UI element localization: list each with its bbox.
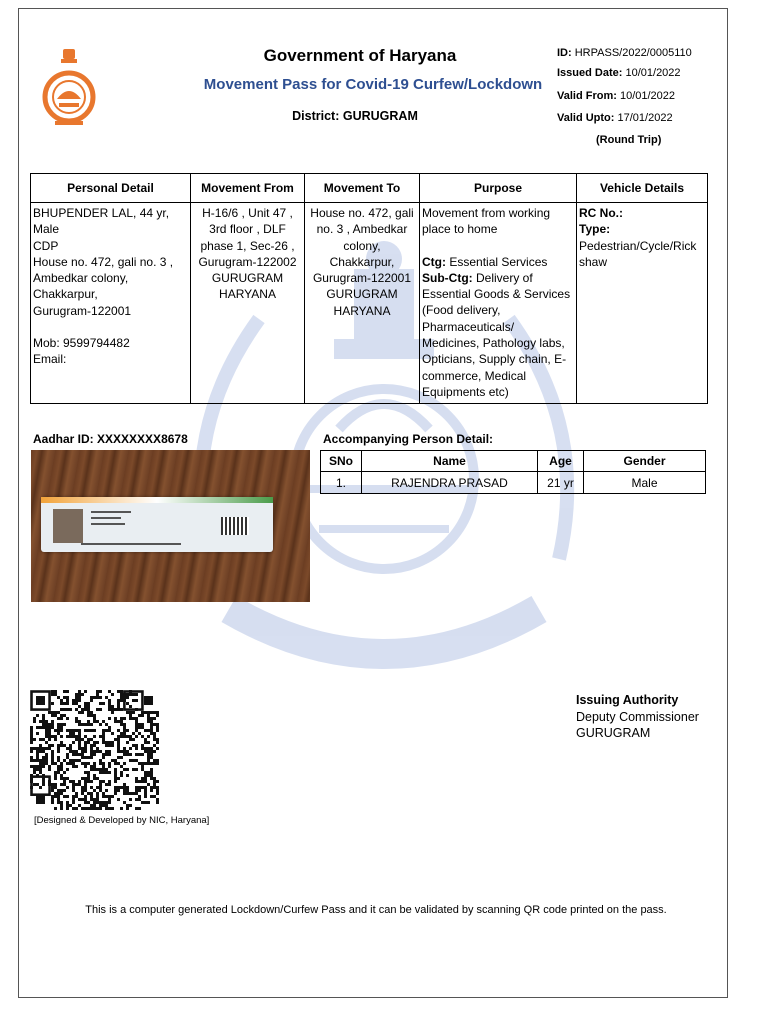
page-title: Government of Haryana [263, 46, 457, 65]
table-row [321, 472, 706, 494]
aadhar-card-photo [31, 450, 310, 602]
subcategory-line: Equipments etc) [422, 384, 509, 399]
issued-date-label: Issued Date: [557, 67, 623, 79]
header-sno: SNo [321, 451, 362, 472]
subcategory-value: Delivery of [476, 270, 533, 285]
district-value: GURUGRAM [342, 109, 418, 123]
aadhar-id-value: XXXXXXXX8678 [97, 432, 188, 446]
designed-by-note: [Designed & Developed by NIC, Haryana] [34, 815, 210, 826]
personal-line: Ambedkar colony, [33, 271, 129, 286]
header-movement-from: Movement From [191, 174, 305, 203]
accompanying-header-row [321, 451, 706, 472]
issued-date [557, 67, 681, 79]
personal-line: BHUPENDER LAL, 44 yr, [33, 206, 170, 220]
valid-upto-label: Valid Upto: [557, 112, 615, 124]
valid-upto-value: 17/01/2022 [617, 112, 673, 124]
purpose-line: Movement from working [422, 206, 551, 220]
vehicle-type-value: Pedestrian/Cycle/Rick [579, 238, 697, 253]
trip-type: (Round Trip) [596, 134, 662, 146]
to-line: House no. 472, gali [310, 206, 414, 220]
valid-from-value: 10/01/2022 [619, 90, 676, 102]
from-line: Gurugram-122002 [198, 254, 297, 269]
qr-code [30, 690, 160, 810]
header-personal-detail: Personal Detail [31, 174, 191, 203]
subcategory-line: Pharmaceuticals/ [422, 319, 515, 334]
category-value: Essential Services [449, 254, 548, 269]
to-line: Chakkarpur, [329, 254, 395, 269]
from-line: 3rd floor , DLF [209, 222, 286, 237]
pass-id [557, 47, 692, 59]
pass-id-label: ID: [557, 47, 572, 59]
to-line: GURUGRAM [326, 287, 398, 302]
pass-details-table [30, 173, 708, 404]
cell-age: 21 yr [538, 472, 584, 494]
header-movement-to: Movement To [305, 174, 420, 203]
mobile-number: Mob: 9599794482 [33, 336, 130, 351]
personal-line: Chakkarpur, [33, 287, 98, 302]
cell-gender: Male [584, 472, 706, 494]
rc-number-label: RC No.: [579, 206, 623, 220]
category-label: Ctg: [422, 254, 446, 269]
personal-line: Gurugram-122001 [33, 303, 132, 318]
header-name: Name [362, 451, 538, 472]
page-subtitle: Movement Pass for Covid-19 Curfew/Lockdown [203, 76, 543, 93]
issuing-authority-place: GURUGRAM [576, 726, 651, 740]
aadhar-id-label: Aadhar ID: [33, 432, 94, 446]
vehicle-type-value: shaw [579, 254, 608, 269]
personal-line: House no. 472, gali no. 3 , [33, 254, 174, 269]
vehicle-details-cell [577, 203, 708, 404]
table-row [31, 203, 708, 404]
pass-id-value: HRPASS/2022/0005110 [574, 47, 692, 59]
movement-to-cell [305, 203, 420, 404]
purpose-cell [420, 203, 577, 404]
personal-line: Male [33, 222, 60, 237]
subcategory-label: Sub-Ctg: [422, 270, 473, 285]
valid-from [557, 90, 675, 102]
aadhar-id [33, 432, 188, 446]
table-header-row [31, 174, 708, 203]
accompanying-table [320, 450, 706, 494]
accompanying-label: Accompanying Person Detail: [323, 432, 494, 446]
vehicle-type-label: Type: [579, 222, 611, 237]
validation-note: This is a computer generated Lockdown/Curfew Pass and it can be validated by scanning QR code printed on the pass. [85, 904, 667, 916]
district-label: District: [292, 109, 340, 123]
header-vehicle-details: Vehicle Details [577, 174, 708, 203]
issuing-authority [576, 692, 699, 742]
from-line: GURUGRAM [211, 271, 284, 286]
subcategory-line: Medicines, Pathology labs, [422, 336, 565, 351]
subcategory-line: Essential Goods & Services [422, 287, 571, 302]
to-line: no. 3 , Ambedkar [316, 222, 408, 237]
subcategory-line [422, 270, 574, 286]
from-line: H-16/6 , Unit 47 , [202, 206, 293, 220]
subcategory-line: Opticians, Supply chain, E- [422, 352, 567, 367]
header-gender: Gender [584, 451, 706, 472]
to-line: colony, [343, 238, 381, 253]
subcategory-line: commerce, Medical [422, 368, 527, 383]
to-line: HARYANA [333, 303, 391, 318]
movement-from-cell [191, 203, 305, 404]
email-label: Email: [33, 352, 67, 367]
subcategory-line: (Food delivery, [422, 303, 501, 318]
header-age: Age [538, 451, 584, 472]
to-line: Gurugram-122001 [312, 271, 412, 286]
personal-line: CDP [33, 238, 59, 253]
purpose-line: place to home [422, 222, 498, 237]
category-line [422, 254, 574, 270]
id-card-image [41, 497, 273, 552]
from-line: phase 1, Sec-26 , [200, 238, 295, 253]
personal-detail-cell [31, 203, 191, 404]
cell-sno: 1. [321, 472, 362, 494]
cell-name: RAJENDRA PRASAD [362, 472, 538, 494]
issuing-authority-title: Issuing Authority [576, 693, 679, 707]
from-line: HARYANA [219, 287, 276, 302]
header-purpose: Purpose [420, 174, 577, 203]
valid-upto [557, 112, 673, 124]
issued-date-value: 10/01/2022 [625, 67, 681, 79]
valid-from-label: Valid From: [557, 90, 617, 102]
issuing-authority-role: Deputy Commissioner [576, 709, 699, 724]
